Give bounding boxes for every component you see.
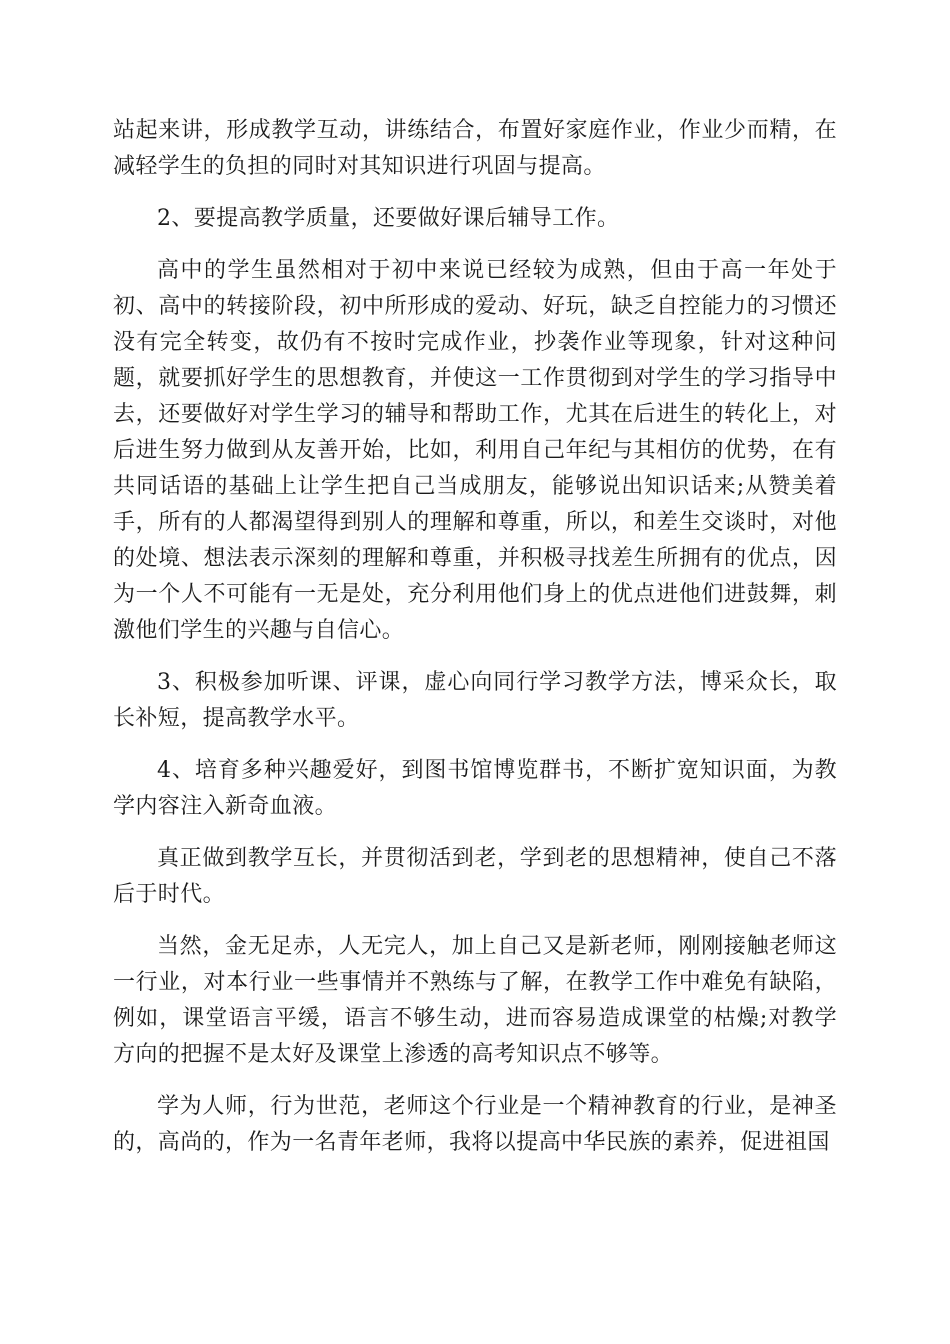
- paragraph-7: 当然，金无足赤，人无完人，加上自己又是新老师，刚刚接触老师这一行业，对本行业一些事情并不熟练与了解，在教学工作中难免有缺陷，例如，课堂语言平缓，语言不够生动，进而容易造成课堂的枯燥;对教学方向的把握不是太好及课堂上渗透的高考知识点不够等。: [113, 934, 837, 1067]
- paragraph-3: 高中的学生虽然相对于初中来说已经较为成熟，但由于高一年处于初、高中的转接阶段，初中所形成的爱动、好玩，缺乏自控能力的习惯还没有完全转变，故仍有不按时完成作业，抄袭作业等现象，针对这种问题，就要抓好学生的思想教育，并使这一工作贯彻到对学生的学习指导中去，还要做好对学生学习的辅导和帮助工作，尤其在后进生的转化上，对后进生努力做到从友善开始，比如，利用自己年纪与其相仿的优势，在有共同话语的基础上让学生把自己当成朋友，能够说出知识话来;从赞美着手，所有的人都渴望得到别人的理解和尊重，所以，和差生交谈时，对他的处境、想法表示深刻的理解和尊重，并积极寻找差生所拥有的优点，因为一个人不可能有一无是处，充分利用他们身上的优点进他们进鼓舞，刺激他们学生的兴趣与自信心。: [113, 258, 837, 643]
- paragraph-6: 真正做到教学互长，并贯彻活到老，学到老的思想精神，使自己不落后于时代。: [113, 846, 837, 907]
- paragraph-4: 3、积极参加听课、评课，虚心向同行学习教学方法，博采众长，取长补短，提高教学水平。: [113, 670, 837, 731]
- paragraph-1: 站起来讲，形成教学互动，讲练结合，布置好家庭作业，作业少而精，在减轻学生的负担的同时对其知识进行巩固与提高。: [113, 118, 837, 179]
- document-body: [113, 113, 837, 1177]
- paragraph-8: 学为人师，行为世范，老师这个行业是一个精神教育的行业，是神圣的，高尚的，作为一名青年老师，我将以提高中华民族的素养，促进祖国: [113, 1094, 837, 1155]
- paragraph-2: 2、要提高教学质量，还要做好课后辅导工作。: [157, 206, 620, 231]
- paragraph-5: 4、培育多种兴趣爱好，到图书馆博览群书，不断扩宽知识面，为教学内容注入新奇血液。: [113, 758, 837, 819]
